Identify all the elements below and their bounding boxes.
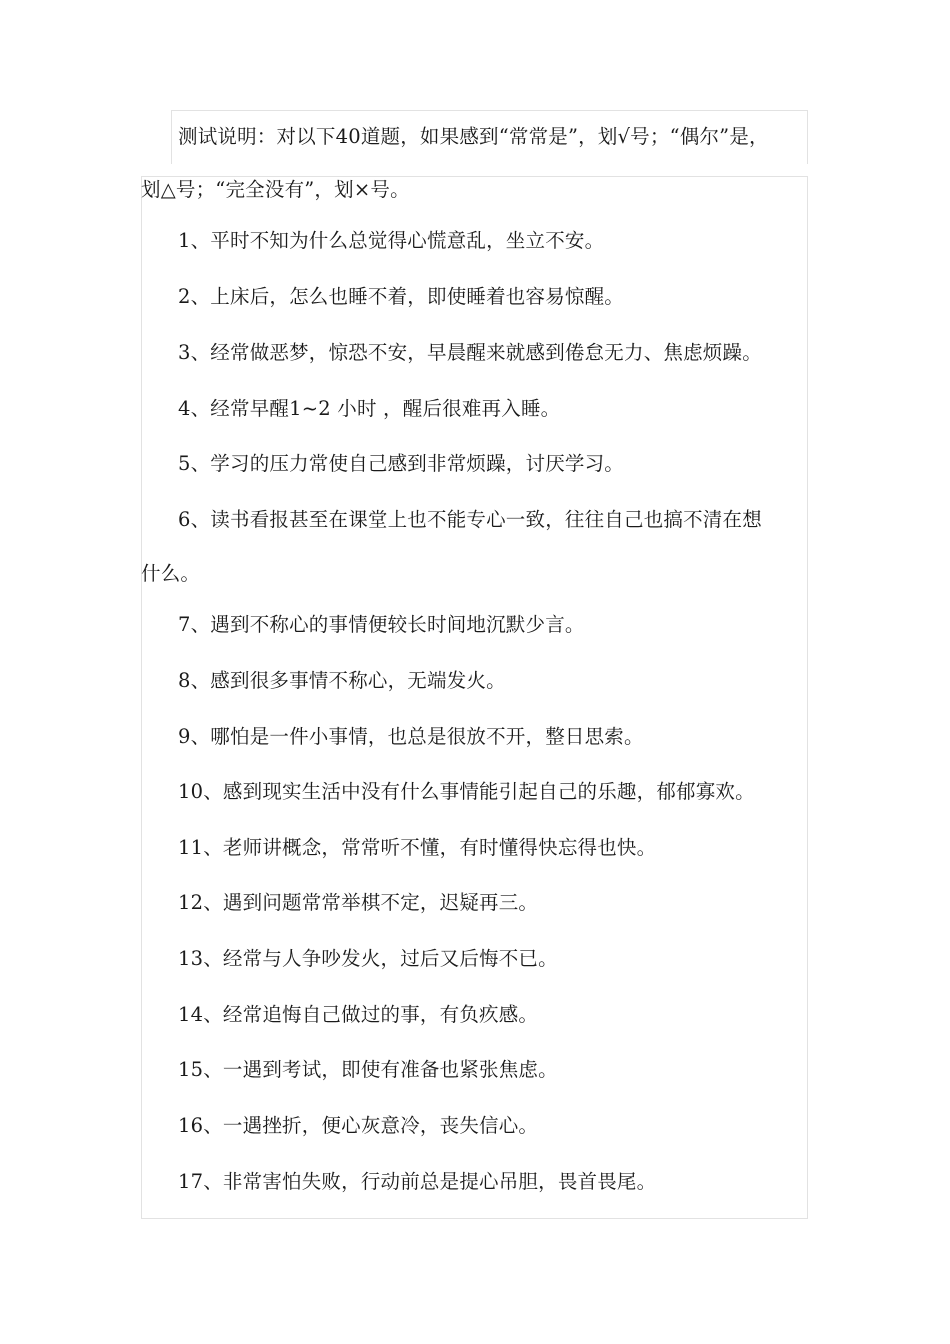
list-item: 14、经常追悔自己做过的事，有负疚感。 (178, 1003, 539, 1026)
list-item: 17、非常害怕失败，行动前总是提心吊胆，畏首畏尾。 (178, 1170, 657, 1193)
list-item: 4、经常早醒1~2 小时 ，醒后很难再入睡。 (178, 397, 561, 420)
list-item: 9、哪怕是一件小事情，也总是很放不开，整日思索。 (178, 725, 644, 748)
list-item: 3、经常做恶梦，惊恐不安，早晨醒来就感到倦怠无力、焦虑烦躁。 (178, 341, 762, 364)
list-item-continuation: 什么。 (141, 562, 201, 585)
list-item: 16、一遇挫折，便心灰意冷，丧失信心。 (178, 1114, 539, 1137)
instruction-line-1: 测试说明：对以下40道题，如果感到“常常是”，划√号；“偶尔”是， (178, 125, 769, 148)
list-item: 6、读书看报甚至在课堂上也不能专心一致，往往自己也搞不清在想 (178, 508, 762, 531)
list-item: 2、上床后，怎么也睡不着，即使睡着也容易惊醒。 (178, 285, 625, 308)
list-item: 5、学习的压力常使自己感到非常烦躁，讨厌学习。 (178, 452, 625, 475)
instruction-line-2: 划△号；“完全没有”，划×号。 (141, 178, 410, 201)
list-item: 10、感到现实生活中没有什么事情能引起自己的乐趣，郁郁寡欢。 (178, 780, 755, 803)
list-item: 15、一遇到考试，即使有准备也紧张焦虑。 (178, 1058, 558, 1081)
list-item: 1、平时不知为什么总觉得心慌意乱，坐立不安。 (178, 229, 605, 252)
list-item: 11、老师讲概念，常常听不懂，有时懂得快忘得也快。 (178, 836, 657, 859)
list-item: 8、感到很多事情不称心，无端发火。 (178, 669, 506, 692)
list-item: 13、经常与人争吵发火，过后又后悔不已。 (178, 947, 558, 970)
list-item: 12、遇到问题常常举棋不定，迟疑再三。 (178, 891, 539, 914)
list-item: 7、遇到不称心的事情便较长时间地沉默少言。 (178, 613, 585, 636)
